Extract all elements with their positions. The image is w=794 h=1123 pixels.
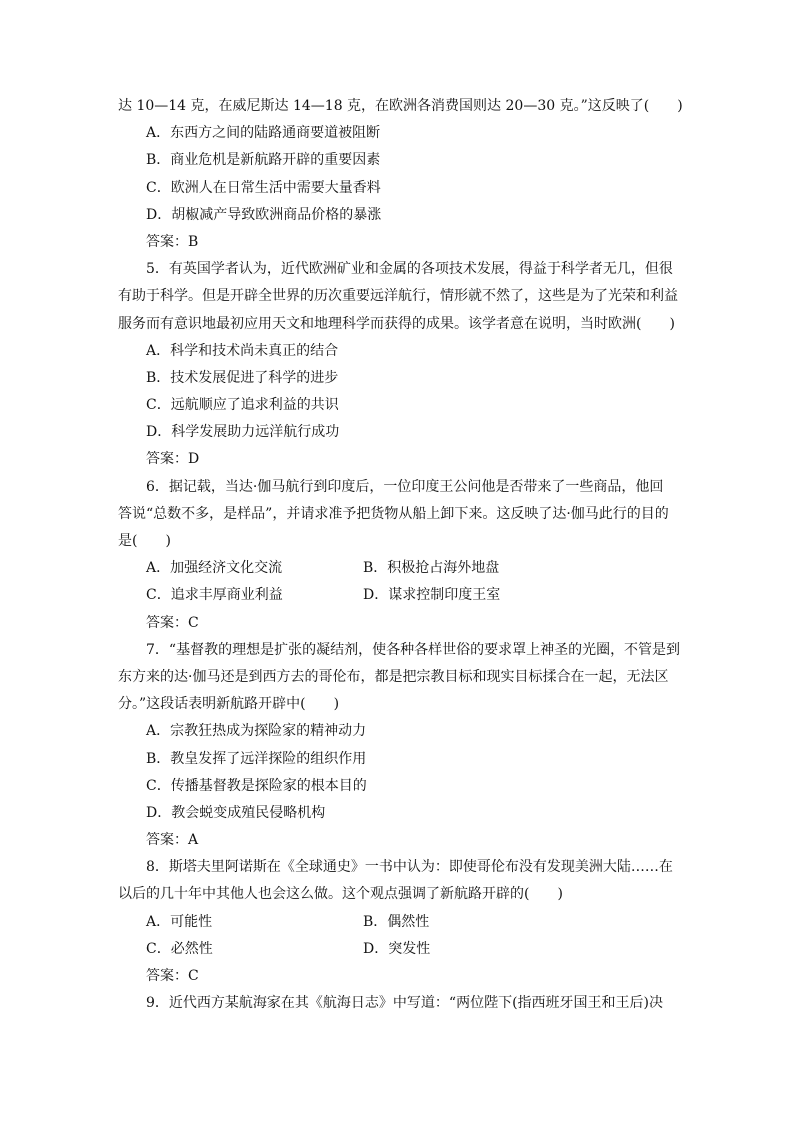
question-6-stem-line: 是( ) [118, 533, 171, 549]
question-6 [118, 474, 688, 637]
question-6-option-a: A．加强经济文化交流 [146, 560, 283, 577]
question-6-option-c: C．追求丰厚商业利益 [146, 587, 283, 604]
question-7-stem-line: 东方来的达·伽马还是到西方去的哥伦布，都是把宗教目标和现实目标揉合在一起，无法区 [118, 668, 669, 685]
question-7-option-a: A．宗教狂热成为探险家的精神动力 [146, 723, 367, 740]
question-4 [118, 93, 688, 256]
question-6-option-b: B．积极抢占海外地盘 [363, 560, 500, 577]
question-8-options-row [118, 909, 688, 936]
question-5-stem-line: 5．有英国学者认为，近代欧洲矿业和金属的各项技术发展，得益于科学者无几，但很 [146, 261, 673, 278]
question-7-option-b: B．教皇发挥了远洋探险的组织作用 [146, 750, 367, 767]
question-6-stem-line: 6．据记载，当达·伽马航行到印度后，一位印度王公问他是否带来了一些商品，他回 [146, 478, 664, 495]
question-9-stem-line: 9．近代西方某航海家在其《航海日志》中写道：“两位陛下(指西班牙国王和王后)决 [146, 995, 663, 1012]
question-7-stem-line: 7．“基督教的理想是扩张的凝结剂，使各种各样世俗的要求罩上神圣的光圈，不管是到 [146, 641, 681, 658]
question-5-option-b: B．技术发展促进了科学的进步 [146, 369, 339, 386]
question-8-stem-line: 8．斯塔夫里阿诺斯在《全球通史》一书中认为：即使哥伦布没有发现美洲大陆……在 [146, 859, 673, 876]
question-5-option-a: A．科学和技术尚未真正的结合 [146, 342, 339, 359]
question-5-option-c: C．远航顺应了追求利益的共识 [146, 397, 339, 414]
question-8-option-c: C．必然性 [146, 940, 213, 957]
question-8-answer: 答案：C [146, 968, 199, 984]
question-6-stem-line: 答说“总数不多，是样品”，并请求准予把货物从船上卸下来。这反映了达·伽马此行的目的 [118, 505, 669, 522]
question-8-option-b: B．偶然性 [363, 913, 430, 930]
question-6-options-row [118, 582, 688, 609]
question-7-stem-line: 分。”这段话表明新航路开辟中( ) [118, 696, 340, 713]
question-4-stem: 达 10—14 克，在威尼斯达 14—18 克，在欧洲各消费国则达 20—30 克。”这反映了( ) [118, 98, 683, 114]
question-8-option-d: D．突发性 [363, 940, 431, 957]
question-6-answer: 答案：C [146, 614, 199, 631]
question-7-answer: 答案：A [146, 832, 199, 849]
question-6-option-d: D．谋求控制印度王室 [363, 587, 501, 604]
question-5-stem-line: 服务而有意识地最初应用天文和地理科学而获得的成果。该学者意在说明，当时欧洲( ) [118, 315, 675, 332]
question-9 [118, 990, 688, 1017]
question-4-answer: 答案：B [146, 233, 199, 250]
question-5 [118, 256, 688, 474]
question-8-stem-line: 以后的几十年中其他人也会这么做。这个观点强调了新航路开辟的( ) [118, 886, 563, 903]
question-5-option-d: D．科学发展助力远洋航行成功 [146, 424, 340, 441]
question-5-stem-line: 有助于科学。但是开辟全世界的历次重要远洋航行，情形就不然了，这些是为了光荣和利益 [118, 288, 678, 305]
question-4-option-d: D．胡椒减产导致欧洲商品价格的暴涨 [146, 206, 382, 223]
question-8-option-a: A．可能性 [146, 913, 213, 930]
document-page [118, 93, 688, 1017]
question-5-answer: 答案：D [146, 451, 200, 468]
question-4-option-c: C．欧洲人在日常生活中需要大量香料 [146, 179, 381, 196]
question-7-option-c: C．传播基督教是探险家的根本目的 [146, 777, 367, 794]
question-4-option-b: B．商业危机是新航路开辟的重要因素 [146, 152, 381, 169]
question-4-option-a: A．东西方之间的陆路通商要道被阻断 [146, 125, 381, 142]
question-8-options-row [118, 936, 688, 963]
question-8 [118, 854, 688, 990]
question-7-option-d: D．教会蜕变成殖民侵略机构 [146, 804, 326, 821]
question-7 [118, 637, 688, 855]
question-6-options-row [118, 555, 688, 582]
